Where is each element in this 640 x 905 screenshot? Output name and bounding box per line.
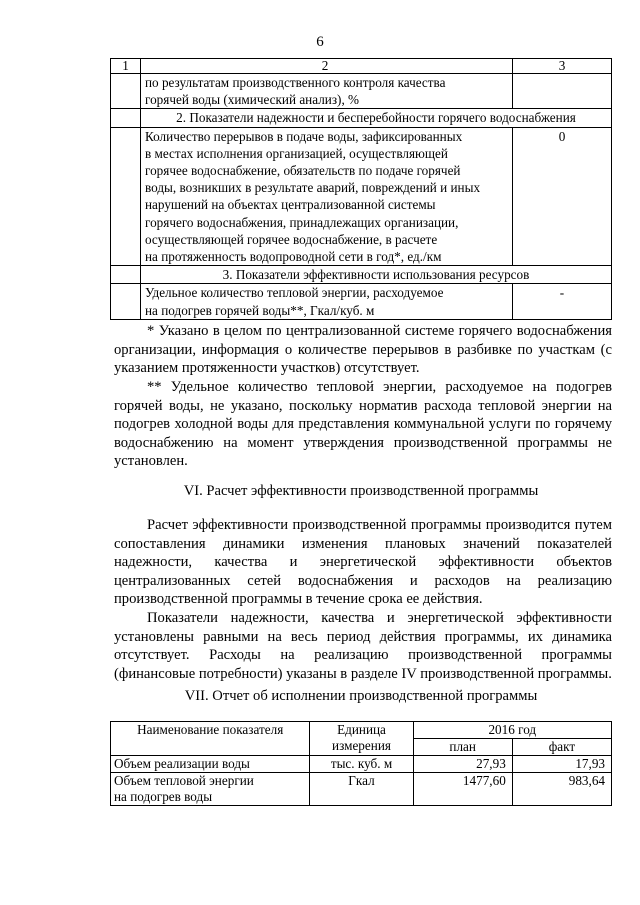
header-indicator-name: Наименование показателя [111,722,310,756]
header-fact: факт [512,739,611,756]
indicator-value [513,74,612,109]
indicator-name: Количество перерывов в подаче воды, зафиксированных в местах исполнения организацией, осуществляющей горячее водоснабжение, обязательств по подаче горячей воды, возникших в результате аварий, повреждений и иных нарушений на объектах централизованной системы горячего водоснабжения, принадлежащих организации, осуществляющей горячее водоснабжение, в расчете на протяженность водопроводной сети в год*, ед./км [141,127,513,266]
column-number-3: 3 [513,59,612,74]
indicator-name: по результатам производственного контроля качества горячей воды (химический анализ), % [141,74,513,109]
report-table-header [111,722,612,739]
row-unit: тыс. куб. м [310,756,413,773]
section-6-title: VI. Расчет эффективности производственной программы [183,483,539,499]
column-number-2: 2 [141,59,513,74]
row-name: Объем реализации воды [111,756,310,773]
table-header-row [111,59,612,74]
table-row [111,756,612,773]
indicators-table [110,58,612,320]
row-plan: 27,93 [413,756,512,773]
indicator-value: - [513,284,612,319]
row-plan: 1477,60 [413,773,512,806]
section-title: 2. Показатели надежности и бесперебойности горячего водоснабжения [141,109,612,127]
indicator-value: 0 [513,127,612,266]
section-6-paragraph-1: Расчет эффективности производственной программы производится путем сопоставления динамики изменения плановых значений показателей надежности, качества и энергетической эффективности объектов централизованных сетей водоснабжения и расходов на реализацию производственной программы в течение срока ее действия. [114,517,612,608]
table-row [111,127,612,266]
table-row [111,773,612,806]
section-7-title: VII. Отчет об исполнении производственной программы [184,688,538,704]
row-unit: Гкал [310,773,413,806]
row-fact: 17,93 [512,756,611,773]
header-plan: план [413,739,512,756]
table-row [111,74,612,109]
indicator-name: Удельное количество тепловой энергии, расходуемое на подогрев горячей воды**, Гкал/куб. м [141,284,513,319]
footnote-heat-energy: ** Удельное количество тепловой энергии, расходуемое на подогрев горячей воды, не указано, поскольку норматив расхода тепловой энергии на подогрев холодной воды для представления коммунальной услуги по горячему водоснабжению на момент утверждения производственной программы не установлен. [114,379,612,470]
footnote-interruptions: * Указано в целом по централизованной системе горячего водоснабжения организации, информация о количестве перерывов в разбивке по участкам (с указанием протяженности участков) отсутствует. [114,323,612,377]
column-number-1: 1 [111,59,141,74]
section-row [111,266,612,284]
section-6-paragraph-2: Показатели надежности, качества и энергетической эффективности установлены равными на весь период действия программы, их динамика отсутствует. Расходы на реализацию производственной программы (финансовые потребности) указаны в разделе IV производственной программы. [114,610,612,682]
header-unit: Единица измерения [310,722,413,756]
row-fact: 983,64 [512,773,611,806]
header-year: 2016 год [413,722,611,739]
page-number: 6 [316,34,324,50]
section-row [111,109,612,127]
section-title: 3. Показатели эффективности использования ресурсов [141,266,612,284]
row-name: Объем тепловой энергии на подогрев воды [111,773,310,806]
report-table [110,721,612,806]
table-row [111,284,612,319]
